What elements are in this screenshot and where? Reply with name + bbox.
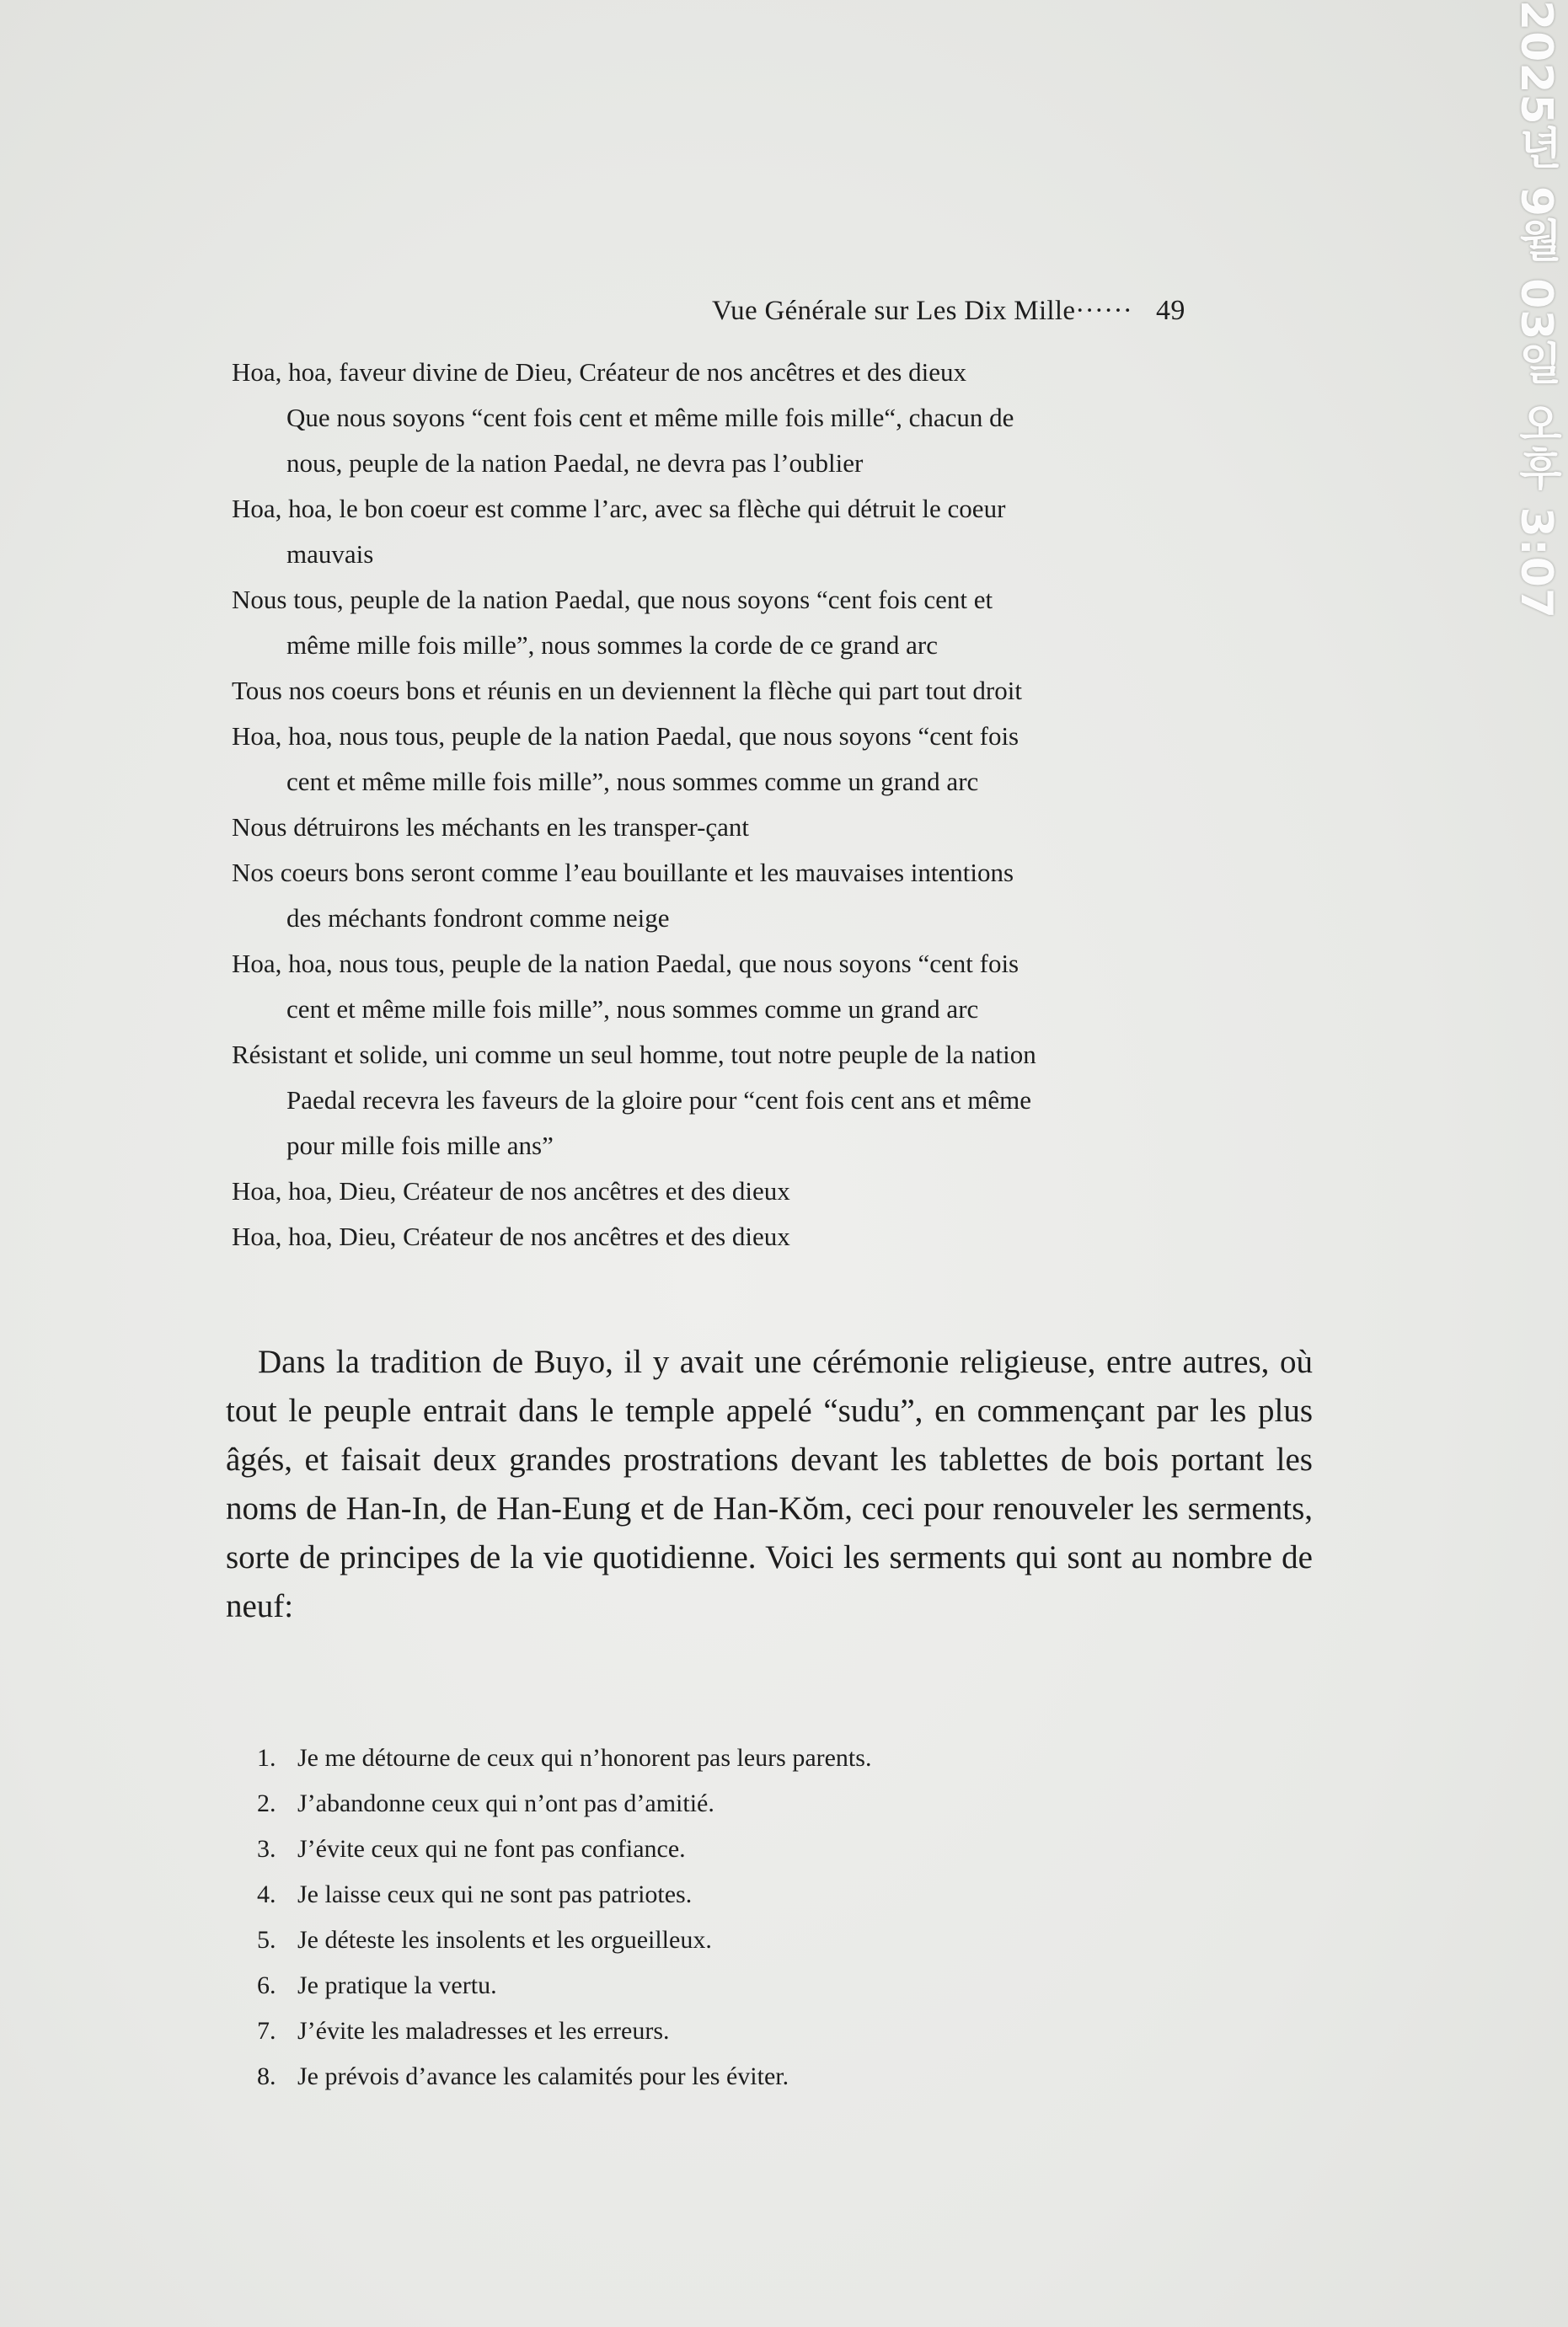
timestamp-overlay: 2025년 9월 03일 오후 3:07 [1511,0,1561,620]
poem-stanza [232,714,1302,805]
poem-stanza [232,1214,1302,1260]
oath-number: 7. [257,2017,276,2045]
poem-line: Nous détruirons les méchants en les transper-çant [232,812,750,842]
header-title: Vue Générale sur Les Dix Mille······ [712,296,1133,326]
poem-line-continuation: des méchants fondront comme neige [286,903,670,933]
poem-line: Résistant et solide, uni comme un seul homme, tout notre peuple de la nation [232,1040,1036,1069]
oaths-list [257,1736,1100,2100]
oath-number: 8. [257,2062,276,2090]
oath-text: Je déteste les insolents et les orgueilleux. [297,1926,712,1954]
oath-text: J’évite ceux qui ne font pas confiance. [297,1835,686,1863]
poem-line: Hoa, hoa, Dieu, Créateur de nos ancêtres et des dieux [232,1222,790,1251]
oath-text: Je me détourne de ceux qui n’honorent pas leurs parents. [297,1744,872,1772]
poem-stanza [232,486,1302,577]
poem-stanza [232,350,1302,395]
poem-line-continuation: nous, peuple de la nation Paedal, ne devra pas l’oublier [286,448,864,478]
oath-item [257,1736,1100,1781]
oath-text: Je laisse ceux qui ne sont pas patriotes. [297,1880,693,1908]
poem-line-continuation: pour mille fois mille ans” [286,1131,554,1160]
running-header [712,295,1185,327]
poem-block [232,350,1302,1260]
oath-number: 1. [257,1744,276,1772]
oath-item [257,1827,1100,1872]
oath-item [257,1872,1100,1918]
oath-text: Je prévois d’avance les calamités pour les éviter. [297,2062,789,2090]
poem-line-continuation: mauvais [286,539,374,569]
oath-item [257,2009,1100,2054]
poem-line: Hoa, hoa, le bon coeur est comme l’arc, avec sa flèche qui détruit le coeur [232,494,1006,523]
prose-paragraph: Dans la tradition de Buyo, il y avait une cérémonie religieuse, entre autres, où tout le peuple entrait dans le temple appelé “sudu”, en commençant par les plus âgés, et faisait deux grandes prostrations devant les tablettes de bois portant les noms de Han-In, de Han-Eung et de Han-Kŏm, ceci pour renouveler les serments, sorte de principes de la vie quotidienne. Voici les serments qui sont au nombre de neuf: [226,1344,1313,1624]
poem-stanza [232,805,1302,850]
poem-line: Tous nos coeurs bons et réunis en un deviennent la flèche qui part tout droit [232,676,1022,705]
poem-line-continuation: cent et même mille fois mille”, nous sommes comme un grand arc [286,767,979,796]
poem-line: Hoa, hoa, nous tous, peuple de la nation Paedal, que nous soyons “cent fois [232,949,1019,978]
oath-number: 3. [257,1835,276,1863]
oath-text: J’évite les maladresses et les erreurs. [297,2017,670,2045]
oath-number: 5. [257,1926,276,1954]
poem-stanza [232,395,1302,486]
oath-number: 6. [257,1971,276,1999]
poem-line: Nos coeurs bons seront comme l’eau bouillante et les mauvaises intentions [232,858,1014,887]
poem-line: Hoa, hoa, nous tous, peuple de la nation Paedal, que nous soyons “cent fois [232,721,1019,751]
poem-line: Hoa, hoa, Dieu, Créateur de nos ancêtres et des dieux [232,1176,790,1206]
poem-line: Nous tous, peuple de la nation Paedal, que nous soyons “cent fois cent et [232,585,993,614]
poem-line-continuation: cent et même mille fois mille”, nous sommes comme un grand arc [286,994,979,1024]
poem-stanza [232,1169,1302,1214]
oath-number: 2. [257,1789,276,1817]
poem-stanza [232,941,1302,1032]
poem-stanza [232,850,1302,941]
poem-line: Que nous soyons “cent fois cent et même mille fois mille“, chacun de [286,403,1014,432]
poem-stanza [232,1032,1302,1169]
poem-line-continuation: Paedal recevra les faveurs de la gloire pour “cent fois cent ans et même [286,1085,1031,1115]
oath-item [257,1963,1100,2009]
poem-stanza [232,577,1302,668]
poem-line: Hoa, hoa, faveur divine de Dieu, Créateur de nos ancêtres et des dieux [232,357,966,387]
oath-item [257,1918,1100,1963]
page-number: 49 [1156,295,1185,326]
poem-stanza [232,668,1302,714]
oath-item [257,1781,1100,1827]
oath-text: Je pratique la vertu. [297,1971,497,1999]
oath-text: J’abandonne ceux qui n’ont pas d’amitié. [297,1789,714,1817]
oath-number: 4. [257,1880,276,1908]
poem-line-continuation: même mille fois mille”, nous sommes la corde de ce grand arc [286,630,939,660]
oath-item [257,2054,1100,2100]
